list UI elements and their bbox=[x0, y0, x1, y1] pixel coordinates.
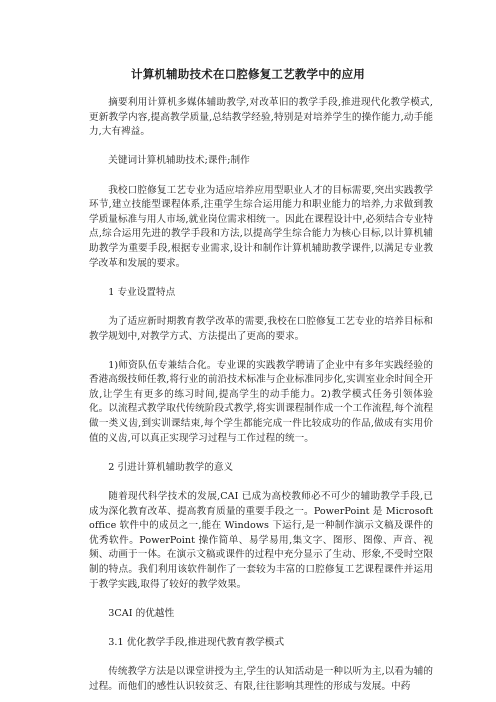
intro-paragraph: 我校口腔修复工艺专业为适应培养应用型职业人才的目标需要,突出实践教学环节,建立技能型课程体系,注重学生综合运用能力和职业能力的培养,力求做到教学质量标准与用人市场,就业岗位需求相统一。因此在课程设计中,必须结合专业特点,综合运用先进的教学手段和方法,以提高学生综合能力为核心目标,以计算机辅助教学为重要手段,根据专业需求,设计和制作计算机辅助教学课件,以满足专业教学改革和发展的要求。 bbox=[89, 184, 433, 269]
keywords-line: 关键词计算机辅助技术;课件;制作 bbox=[108, 155, 250, 167]
document-title: 计算机辅助技术在口腔修复工艺教学中的应用 bbox=[131, 67, 365, 81]
document-body bbox=[89, 96, 433, 694]
section-1-heading: 1 专业设置特点 bbox=[108, 286, 176, 298]
section-1-items-paragraph: 1)师资队伍专兼结合化。专业课的实践教学聘请了企业中有多年实践经验的香港高级技师任教,将行业的前沿技术标准与企业标准同步化,实训室业余时间全开放,让学生有更多的练习时间,提高学生的动手能力。2)教学模式任务引领体验化。以流程式教学取代传统阶段式教学,将实训课程制作成一个工作流程,每个流程做一类义齿,到实训课结束,每个学生都能完成一件比较成功的作品,做成有实用价值的义齿,可以真正实现学习过程与工作过程的统一。 bbox=[89, 359, 433, 444]
section-2-heading: 2 引进计算机辅助教学的意义 bbox=[108, 461, 234, 473]
section-3-1-paragraph: 传统教学方法是以课堂讲授为主,学生的认知活动是一种以听为主,以看为辅的过程。而他们的感性认识较贫乏、有限,往往影响其理性的形成与发展。中药 bbox=[89, 666, 433, 692]
section-3-1-heading: 3.1 优化教学手段,推进现代教育教学模式 bbox=[108, 636, 285, 648]
section-3-heading: 3CAI 的优越性 bbox=[108, 607, 175, 619]
abstract-paragraph: 摘要利用计算机多媒体辅助教学,对改革旧的教学手段,推进现代化教学模式,更新教学内容,提高教学质量,总结教学经验,特别是对培养学生的操作能力,动手能力,大有裨益。 bbox=[89, 97, 433, 138]
section-1-paragraph: 为了适应新时期教育教学改革的需要,我校在口腔修复工艺专业的培养目标和教学规划中,对教学方式、方法提出了更高的要求。 bbox=[89, 315, 433, 342]
section-2-paragraph: 随着现代科学技术的发展,CAI 已成为高校教师必不可少的辅助教学手段,已成为深化教育改革、提高教育质量的重要手段之一。PowerPoint 是 Microsoft office 软件中的成员之一,能在 Windows 下运行,是一种制作演示文稿及课件的优秀软件。PowerPoint 操作简单、易学易用,集文字、图形、图像、声音、视频、动画于一体。在演示文稿或课件的过程中充分显示了生动、形象,不受时空限制的特点。我们利用该软件制作了一套较为丰富的口腔修复工艺课程课件并运用于教学实践,取得了较好的教学效果。 bbox=[89, 491, 433, 590]
